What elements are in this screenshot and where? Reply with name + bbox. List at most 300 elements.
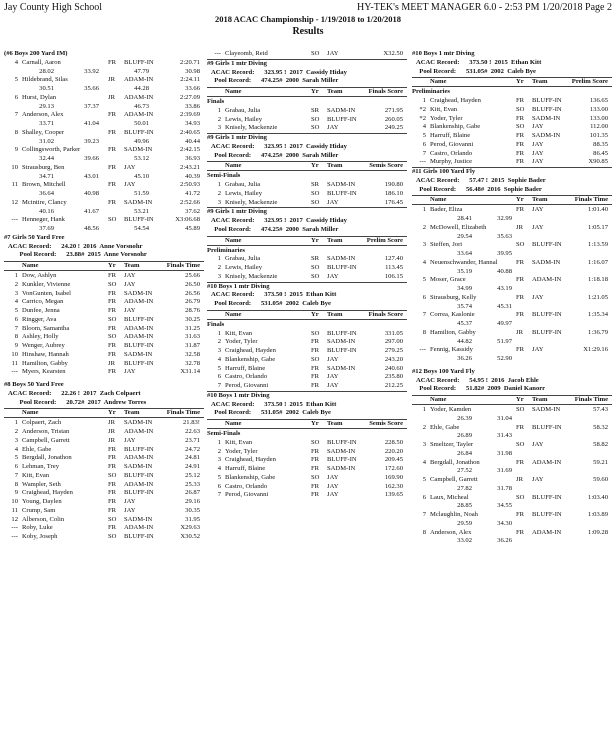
team: ADAM-IN (124, 480, 154, 488)
swimmer-name: Campbell, Garrett (430, 476, 478, 483)
result-row (4, 307, 204, 316)
split-time: 36.93 (185, 155, 200, 162)
team: SADM-IN (327, 106, 356, 114)
result-time: 169.90 (384, 473, 403, 481)
result-row (207, 365, 407, 374)
swimmer-name: Wenger, Aubrey (22, 342, 65, 349)
result-time: 24.72 (185, 445, 200, 453)
result-time: 2:52.66 (180, 198, 200, 206)
result-row (4, 333, 204, 342)
team: ADAM-IN (532, 528, 562, 536)
record-line: Pool Record: 474.25# 2000 Sarah Miller (211, 77, 339, 85)
result-time: 249.25 (384, 124, 403, 132)
team: BLUFF-IN (124, 471, 154, 479)
split-row (4, 155, 204, 164)
result-time: 58.82 (593, 441, 608, 448)
result-row (412, 476, 612, 485)
result-row (207, 448, 407, 457)
team: BLUFF-IN (124, 533, 154, 540)
swimmer-name: Craighead, Hayden (225, 347, 276, 354)
team: SADM-IN (532, 258, 561, 266)
year: FR (108, 146, 117, 154)
split-time: 41.04 (84, 120, 99, 127)
year: FR (311, 338, 320, 346)
result-row (4, 76, 204, 85)
header-time: Finals Score (368, 88, 403, 95)
swimmer-name: Yoder, Kamden (430, 406, 472, 413)
split-time: 33.02 (457, 537, 472, 545)
result-row (412, 529, 612, 538)
split-row (412, 303, 612, 312)
header-time: Prelim Score (571, 78, 608, 86)
result-row (207, 116, 407, 125)
split-time: 31.78 (497, 484, 512, 492)
result-time: 24.91 (185, 463, 200, 470)
year: SO (311, 264, 320, 271)
year: FR (516, 258, 525, 266)
header-team: Team (532, 78, 548, 86)
team: SADM-IN (124, 515, 153, 523)
result-time: X32.50 (383, 50, 403, 57)
result-time: X30.52 (180, 533, 200, 540)
result-time: 26.56 (185, 289, 200, 297)
header-year: Yr (311, 162, 319, 170)
result-row (207, 439, 407, 448)
team: BLUFF-IN (532, 97, 562, 104)
record-line: ACAC Record: 54.95 ! 2016 Jacob Ehle (416, 376, 539, 384)
record-line: Pool Record: 56.48# 2016 Sophie Bader (416, 185, 542, 193)
swimmer-name: Laux, Micheal (430, 493, 469, 501)
result-row (4, 446, 204, 455)
year: SO (311, 115, 320, 123)
event-title: #10 Boys 1 mtr Diving (207, 391, 270, 399)
result-time: 190.80 (384, 181, 403, 188)
year: FR (108, 289, 117, 297)
team: JAY (327, 491, 339, 499)
result-row (4, 481, 204, 490)
team: JAY (532, 158, 544, 166)
place: 8 (14, 128, 18, 136)
split-time: 40.39 (185, 172, 200, 180)
result-row (207, 50, 407, 59)
result-row (4, 489, 204, 498)
split-row (4, 103, 204, 112)
result-time: 25.33 (185, 480, 200, 488)
event-title: #11 Girls 100 Yard Fly (412, 168, 476, 175)
team: JAY (532, 476, 544, 483)
split-time: 51.97 (497, 337, 512, 345)
result-time: 228.50 (384, 438, 403, 446)
split-time: 29.59 (457, 519, 472, 527)
year: JR (516, 223, 523, 231)
split-time: 45.10 (134, 172, 149, 180)
team: BLUFF-IN (124, 359, 154, 367)
result-row (207, 356, 407, 365)
swimmer-name: Brown, Mitchell (22, 181, 66, 189)
swimmer-name: Hamilton, Gabby (430, 328, 476, 336)
place: 5 (14, 307, 18, 314)
split-time: 52.90 (497, 355, 512, 362)
place: 5 (14, 454, 18, 462)
swimmer-name: Carnall, Aaron (22, 58, 61, 66)
result-row (412, 132, 612, 141)
team: BLUFF-IN (327, 347, 357, 354)
header-time: Semis Score (369, 162, 403, 170)
result-time: 59.60 (593, 476, 608, 483)
header-time: Finals Time (166, 409, 200, 417)
year: FR (516, 114, 525, 122)
header-year: Yr (516, 396, 524, 403)
team: JAY (124, 272, 136, 279)
swimmer-name: Anderson, Alex (22, 111, 64, 119)
year: FR (311, 373, 320, 381)
record-line: Pool Record: 531.05# 2002 Caleb Bye (211, 300, 331, 307)
place: 3 (422, 441, 426, 448)
team: SADM-IN (327, 181, 356, 188)
year: FR (108, 111, 117, 119)
year: FR (311, 382, 320, 389)
year: SO (311, 198, 320, 206)
result-row (4, 316, 204, 325)
result-row (207, 107, 407, 116)
result-time: 21.83! (182, 419, 200, 427)
year: FR (311, 364, 320, 372)
split-time: 54.54 (134, 225, 149, 232)
split-time: 39.95 (497, 250, 512, 257)
swimmer-name: Collingsworth, Parker (22, 146, 81, 154)
result-row (207, 124, 407, 133)
result-time: 31.87 (185, 342, 200, 349)
place: 3 (14, 436, 18, 444)
year: FR (516, 511, 525, 518)
swimmer-name: Lewis, Hailey (225, 189, 262, 197)
result-time: 220.20 (384, 447, 403, 455)
split-row (412, 432, 612, 441)
header-team: Team (124, 262, 140, 269)
split-time: 49.96 (134, 137, 149, 145)
column-header (4, 408, 204, 418)
header-time: Finals Time (166, 262, 200, 269)
split-time: 31.02 (39, 137, 54, 145)
split-row (412, 450, 612, 459)
swimmer-name: Hildebrand, Silas (22, 76, 68, 84)
swimmer-name: Grabau, Julia (225, 106, 261, 114)
swimmer-name: Anderson, Tristan (22, 428, 70, 435)
year: FR (516, 458, 525, 466)
year: FR (108, 524, 117, 532)
result-time: 1:05.17 (588, 223, 608, 231)
split-row (4, 190, 204, 199)
result-time: 2:24.11 (180, 76, 200, 84)
split-time: 41.72 (185, 190, 200, 197)
result-time: 1:01.40 (588, 206, 608, 214)
swimmer-name: Knisely, Mackenzie (225, 272, 278, 280)
place: 6 (14, 93, 18, 101)
year: FR (108, 342, 117, 349)
place: 1 (217, 438, 221, 446)
record-line: Pool Record: 23.88# 2015 Anne Vorsnohr (8, 251, 147, 259)
team: SADM-IN (327, 255, 356, 263)
result-time: 2:20.71 (180, 58, 200, 66)
swimmer-name: Hurst, Dylan (22, 93, 57, 101)
swimmer-name: Perod, Giovanni (430, 140, 474, 148)
swimmer-name: Perod, Giovanni (225, 382, 269, 389)
result-time: X29.63 (180, 524, 200, 532)
swimmer-name: Kitt, Evan (430, 105, 458, 113)
year: SO (108, 280, 117, 288)
swimmer-name: Wampler, Seth (22, 480, 61, 488)
result-time: 133.00 (589, 105, 608, 113)
record-line: ACAC Record: 57.47 ! 2015 Sophie Bader (416, 176, 546, 184)
swimmer-name: Bergdall, Jonathon (430, 458, 480, 466)
result-time: 279.25 (384, 347, 403, 354)
year: SO (516, 105, 525, 113)
year: FR (108, 324, 117, 332)
result-time: 271.95 (384, 106, 403, 114)
result-row (207, 382, 407, 391)
team: BLUFF-IN (124, 128, 154, 136)
split-time: 37.37 (84, 102, 99, 110)
split-time: 37.62 (185, 207, 200, 215)
result-row (4, 281, 204, 290)
year: SO (108, 216, 117, 224)
team: JAY (327, 50, 339, 57)
swimmer-name: Knisely, Mackenzie (225, 124, 278, 132)
result-time: 113.45 (385, 264, 403, 271)
result-row (4, 524, 204, 533)
split-time: 39.23 (84, 137, 99, 145)
result-row (412, 276, 612, 285)
event-title: #9 Girls 1 mtr Diving (207, 208, 267, 216)
result-row (207, 456, 407, 465)
team: BLUFF-IN (124, 342, 154, 349)
split-time: 41.67 (84, 207, 99, 215)
result-time: 2:39.69 (180, 111, 200, 119)
year: FR (108, 506, 117, 514)
swimmer-name: Blankenship, Gabe (225, 473, 276, 481)
result-row (412, 311, 612, 320)
record-line: Pool Record: 474.25# 2000 Sarah Miller (211, 225, 339, 233)
split-row (412, 485, 612, 494)
split-row (412, 268, 612, 277)
place: --- (419, 346, 426, 354)
swimmer-name: Yoder, Tyler (225, 447, 258, 455)
place: 7 (422, 149, 426, 157)
year: FR (108, 163, 117, 171)
header-name: Name (22, 409, 39, 417)
swimmer-name: Castro, Orlando (225, 373, 268, 381)
year: FR (311, 347, 320, 354)
record-line: ACAC Record: 373.50 ! 2015 Ethan Kitt (416, 58, 542, 66)
split-time: 34.99 (457, 285, 472, 292)
page-header (4, 2, 612, 37)
result-row (207, 338, 407, 347)
result-time: 212.25 (384, 382, 403, 389)
swimmer-name: Steffen, Jori (430, 241, 463, 249)
result-row (4, 146, 204, 155)
split-row (412, 320, 612, 329)
record-line: Pool Record: 20.72# 2017 Andrew Torres (8, 398, 147, 406)
result-row (4, 428, 204, 437)
split-row (4, 138, 204, 147)
team: BLUFF-IN (124, 445, 154, 453)
split-time: 40.44 (185, 137, 200, 145)
split-time: 36.26 (457, 355, 472, 362)
place: 5 (422, 132, 426, 139)
place: 1 (422, 406, 426, 413)
place: 9 (14, 489, 18, 497)
year: FR (108, 58, 117, 66)
place: --- (11, 216, 18, 224)
results-heading: Results (292, 26, 324, 37)
result-time: 139.65 (384, 491, 403, 499)
swimmer-name: Koby, Joseph (22, 533, 58, 540)
result-row (412, 97, 612, 106)
place: 4 (422, 123, 426, 131)
result-row (412, 150, 612, 159)
team: JAY (124, 368, 136, 376)
team: ADAM-IN (124, 93, 154, 101)
swimmer-name: Crump, Sam (22, 506, 56, 514)
result-row (4, 59, 204, 68)
year: SO (311, 473, 320, 481)
place: 8 (422, 528, 426, 536)
split-row (412, 355, 612, 364)
year: SR (311, 255, 320, 263)
team: ADAM-IN (124, 428, 154, 435)
swimmer-name: Bergdall, Jonathon (22, 454, 72, 462)
place: 4 (14, 58, 18, 66)
split-row (4, 68, 204, 77)
team: ADAM-IN (532, 458, 562, 466)
place: 1 (14, 272, 18, 279)
result-time: 57.43 (593, 406, 608, 413)
result-row (4, 419, 204, 428)
result-time: 58.32 (593, 423, 608, 431)
split-row (4, 208, 204, 217)
split-time: 32.44 (39, 155, 54, 162)
place: 12 (11, 198, 18, 206)
split-time: 34.30 (497, 519, 512, 527)
header-team: Team (532, 396, 548, 403)
result-time: 88.35 (593, 140, 608, 148)
split-row (4, 120, 204, 129)
split-time: 33.66 (185, 85, 200, 92)
year: SO (108, 533, 117, 540)
split-time: 26.39 (457, 414, 472, 422)
year: FR (516, 140, 525, 148)
place: 6 (14, 315, 18, 323)
place: 8 (14, 333, 18, 341)
split-time: 36.64 (39, 190, 54, 197)
place: 4 (14, 298, 18, 306)
place: 3 (217, 198, 221, 206)
swimmer-name: Yoder, Tyler (430, 114, 463, 122)
result-row (4, 498, 204, 507)
school-name: Jay County High School (4, 2, 103, 13)
team: JAY (327, 272, 339, 280)
place: 2 (217, 115, 221, 123)
year: JR (108, 428, 115, 435)
year: SR (311, 106, 320, 114)
result-row (412, 106, 612, 115)
split-time: 53.12 (134, 155, 149, 162)
result-time: 26.79 (185, 298, 200, 306)
year: SO (516, 441, 525, 448)
place: 7 (217, 382, 221, 389)
header-name: Name (430, 196, 447, 204)
swimmer-name: Kunkler, Vivienne (22, 280, 71, 288)
team: JAY (532, 293, 544, 301)
result-time: 32.58 (185, 350, 200, 358)
swimmer-name: Lehman, Trey (22, 463, 59, 470)
place: 5 (217, 364, 221, 372)
split-time: 47.79 (134, 67, 149, 75)
split-row (412, 537, 612, 546)
place: --- (419, 158, 426, 166)
split-time: 31.04 (497, 414, 512, 422)
place: 9 (14, 146, 18, 154)
place: 1 (217, 329, 221, 337)
result-row (207, 181, 407, 190)
swimmer-name: Young, Daylen (22, 498, 62, 505)
split-time: 44.82 (457, 337, 472, 345)
year: JR (516, 328, 523, 336)
result-row (412, 259, 612, 268)
record-line: ACAC Record: 323.95 ! 2017 Cassidy Hiday (211, 217, 347, 224)
split-time: 39.66 (84, 155, 99, 162)
swimmer-name: Bader, Eliza (430, 206, 463, 214)
team: JAY (532, 441, 544, 448)
event-title: #7 Girls 50 Yard Free (4, 233, 65, 241)
result-time: 176.45 (384, 198, 403, 206)
result-time: 24.81 (185, 454, 200, 462)
place: 2 (422, 223, 426, 231)
team: JAY (532, 206, 544, 214)
place: 10 (11, 350, 18, 358)
result-row (4, 164, 204, 173)
place: 2 (422, 423, 426, 431)
header-time: Prelim Score (366, 236, 403, 244)
result-row (412, 424, 612, 433)
result-time: 1:36.79 (588, 328, 608, 336)
result-row (4, 129, 204, 138)
header-name: Name (225, 420, 242, 427)
place: 11 (11, 181, 18, 189)
team: JAY (124, 163, 136, 171)
swimmer-name: Dunfee, Jenna (22, 307, 60, 314)
swimmer-name: Harruff, Blaine (225, 364, 266, 372)
year: FR (108, 350, 117, 358)
result-row (412, 141, 612, 150)
year: SO (311, 329, 320, 337)
split-time: 35.66 (84, 85, 99, 92)
team: JAY (532, 346, 544, 354)
place: 3 (14, 289, 18, 297)
header-year: Yr (516, 196, 524, 204)
year: FR (516, 311, 525, 319)
split-time: 27.52 (457, 467, 472, 475)
result-row (412, 406, 612, 415)
place: 6 (217, 373, 221, 381)
split-time: 45.31 (497, 302, 512, 310)
split-time: 37.69 (39, 225, 54, 232)
year: FR (516, 97, 525, 104)
result-time: 106.15 (384, 272, 403, 280)
team: JAY (124, 280, 136, 288)
record-line: ACAC Record: 22.26 ! 2017 Zach Colpaert (8, 389, 141, 397)
year: SO (311, 272, 320, 280)
